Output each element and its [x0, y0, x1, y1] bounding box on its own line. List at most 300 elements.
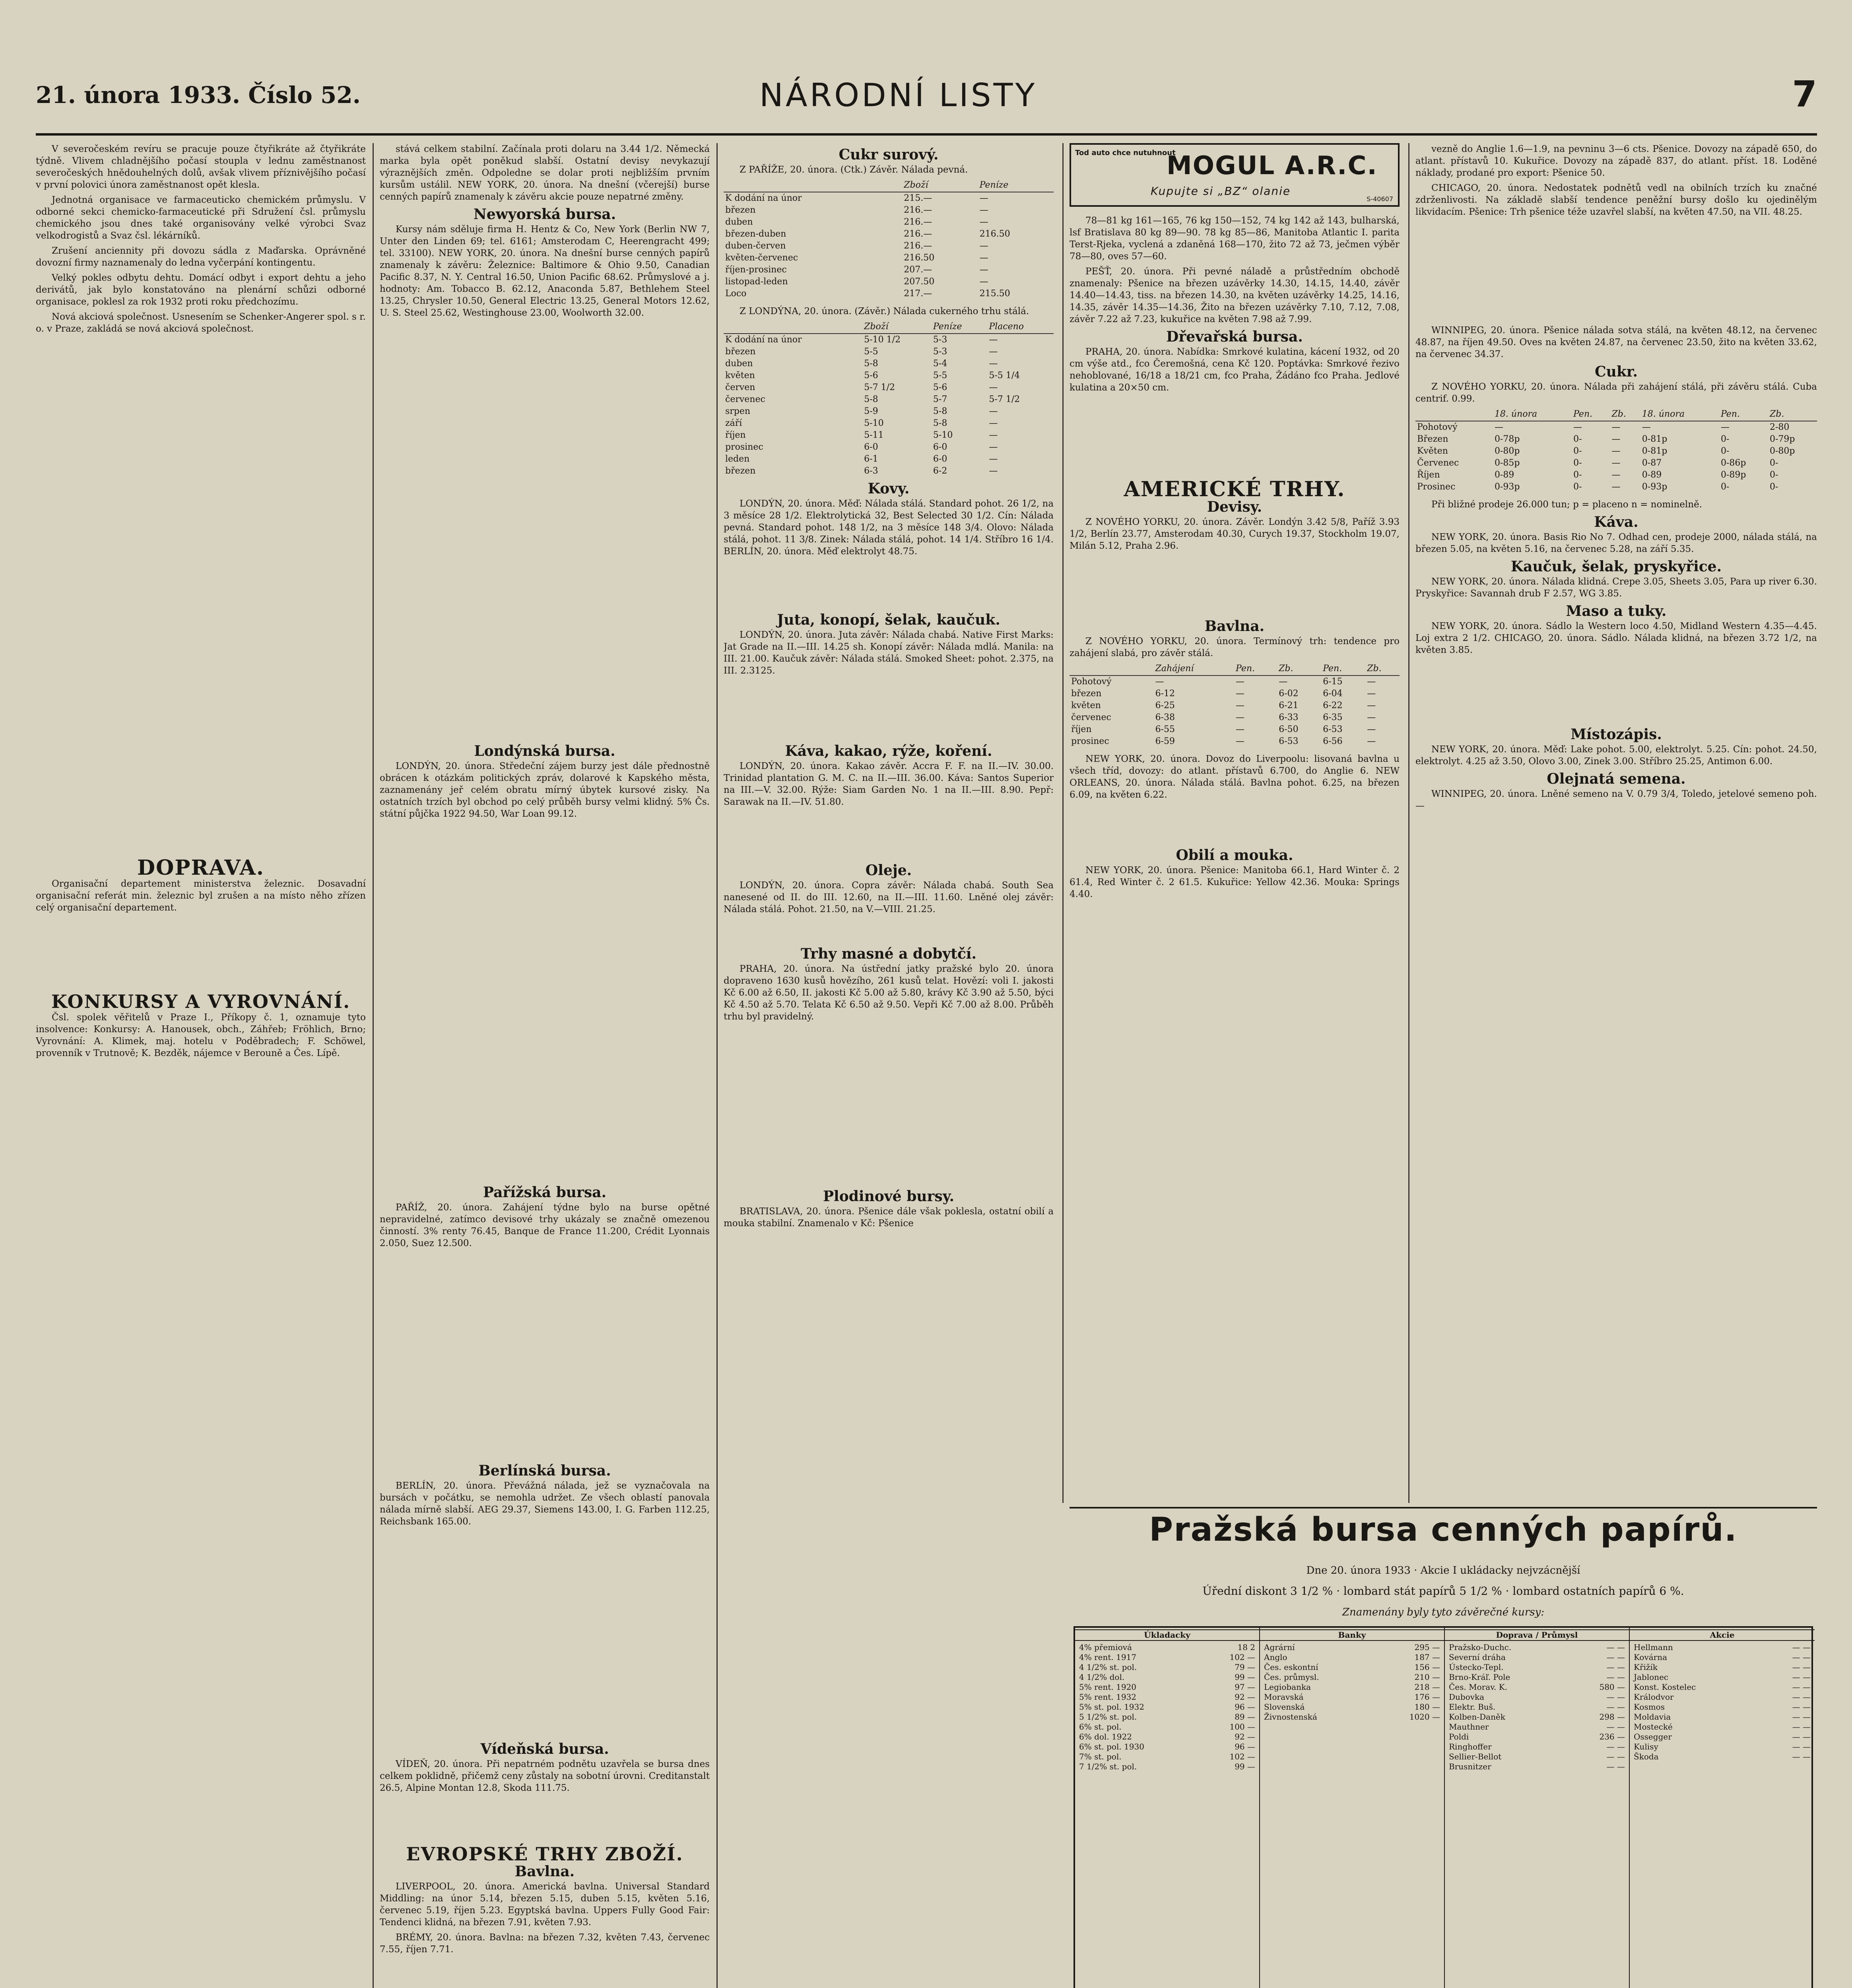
column-text-filler: [36, 338, 366, 855]
stock-row: [1630, 1722, 1815, 1732]
table-cell: 0-: [1573, 482, 1582, 492]
table-header-cell: Pen.: [1321, 662, 1365, 676]
table-cell: 6-38: [1155, 712, 1175, 722]
stock-row: [1445, 1672, 1629, 1682]
table-cell: 6-33: [1279, 712, 1299, 722]
stock-value: 295 —: [1414, 1642, 1440, 1652]
article-paragraph: LIVERPOOL, 20. února. Americká bavlna. Universal Standard Middling: na únor 5.14, březen 5.15, duben 5.15, květen 5.16, červenec 5.19, říjen 5.23. Egyptská bavlna. Uppers Fully Good Fair: Tendenci klidná, na březen 7.91, květen 7.93.: [380, 1881, 710, 1928]
table-cell: 5-8: [864, 359, 878, 369]
table-cell: —: [989, 382, 998, 392]
table-cell: 207.50: [904, 277, 935, 287]
stock-value: — —: [1606, 1762, 1625, 1771]
stock-row: [1630, 1742, 1815, 1752]
table-cell: 0-89: [1494, 470, 1514, 480]
stock-value: 1020 —: [1409, 1712, 1440, 1722]
column-divider: [1062, 143, 1064, 1503]
stock-row: [1630, 1752, 1815, 1762]
table-cell: 6-56: [1323, 736, 1343, 746]
stock-row: [1075, 1722, 1259, 1732]
stock-row: [1075, 1732, 1259, 1742]
stock-value: 580 —: [1599, 1682, 1625, 1692]
stock-column: [1260, 1628, 1445, 1988]
stock-name: Ústecko-Tepl.: [1449, 1662, 1504, 1672]
section-heading-juta: Juta, konopí, šelak, kaučuk.: [777, 612, 1000, 628]
table-row: [1070, 724, 1400, 736]
table-row: [1070, 688, 1400, 700]
stock-row: [1260, 1662, 1444, 1672]
table-header-cell: Zboží: [902, 179, 978, 192]
table-cell: —: [1611, 470, 1621, 480]
table-cell: 6-02: [1279, 689, 1299, 699]
stock-name: 5 1/2% st. pol.: [1079, 1712, 1137, 1722]
table-cell: 0-86p: [1720, 458, 1746, 468]
table-cell: —: [1720, 422, 1730, 432]
table-row: [724, 358, 1054, 370]
column-divider: [373, 143, 374, 1988]
stock-column-heading: Doprava / Průmysl: [1445, 1629, 1629, 1641]
table-header-row: [724, 320, 1054, 334]
stock-value: 187 —: [1414, 1652, 1440, 1662]
table-cell: 216.—: [904, 217, 932, 227]
stock-column-heading: Banky: [1260, 1629, 1444, 1641]
table-cell: 0-: [1720, 446, 1730, 456]
article-paragraph: Z NOVÉHO YORKU, 20. února. Nálada při zahájení stálá, při závěru stálá. Cuba centrif. 0.99.: [1415, 382, 1817, 404]
table-cell: 0-: [1573, 458, 1582, 468]
column-4: [1070, 215, 1400, 1503]
table-cell: 0-: [1769, 458, 1778, 468]
table-cell: 5-8: [933, 418, 947, 428]
sugar-ny-table: [1415, 408, 1817, 493]
stock-value: 18 2: [1237, 1642, 1255, 1652]
stock-value: — —: [1606, 1672, 1625, 1682]
table-cell: 5-5 1/4: [989, 371, 1020, 381]
article-paragraph: CHICAGO, 20. února. Nedostatek podnětů vedl na obilních trzích ku značné zdrženlivosti. Na základě slabší tendence peněžní bursy došlo ku ojedinělým likvidacím. Pšenice: Trh pšenice téže uzavřel slabší, na květen 47.50, na VII. 48.25.: [1415, 183, 1817, 217]
table-cell: —: [1367, 677, 1376, 687]
table-cell: červenec: [1071, 712, 1111, 722]
table-cell: —: [1611, 434, 1621, 444]
section-heading-olejnata: Olejnatá semena.: [1547, 771, 1686, 787]
section-heading-doprava: DOPRAVA.: [137, 856, 265, 880]
table-cell: 6-3: [864, 466, 878, 476]
ad-tagline: Kupujte si „BZ“ olanie: [1151, 184, 1291, 198]
table-cell: březen: [1071, 689, 1102, 699]
stock-value: 298 —: [1599, 1712, 1625, 1722]
article-paragraph: Z LONDÝNA, 20. února. (Závěr.) Nálada cukerného trhu stálá.: [740, 306, 1029, 316]
table-cell: 5-11: [864, 430, 884, 440]
section-heading-plodinove: Plodinové bursy.: [823, 1188, 955, 1205]
table-cell: 0-85p: [1494, 458, 1520, 468]
stock-row: [1445, 1752, 1629, 1762]
table-cell: 5-6: [933, 382, 947, 392]
table-cell: 5-8: [864, 394, 878, 404]
stock-name: Čes. průmysl.: [1264, 1672, 1319, 1682]
stock-name: Moravská: [1264, 1692, 1304, 1702]
stock-name: Poldi: [1449, 1732, 1469, 1741]
table-cell: 5-8: [933, 406, 947, 416]
article-paragraph: Z NOVÉHO YORKU, 20. února. Závěr. Londýn 3.42 5/8, Paříž 3.93 1/2, Berlín 23.77, Amsterodam 40.30, Curych 19.37, Stockholm 19.07, Milán 5.12, Praha 2.96.: [1070, 517, 1400, 551]
table-cell: 207.—: [904, 265, 932, 275]
table-header-cell: Pen.: [1719, 408, 1768, 421]
table-header-row: [1070, 662, 1400, 676]
table-cell: 0-: [1573, 434, 1582, 444]
article-paragraph: Při bližné prodeje 26.000 tun; p = placeno n = nominelně.: [1431, 499, 1703, 510]
sub-heading-obili: Obilí a mouka.: [1176, 847, 1293, 864]
stock-value: 79 —: [1235, 1662, 1255, 1672]
table-row: [724, 346, 1054, 358]
table-cell: —: [1367, 712, 1376, 722]
article-paragraph: NEW YORK, 20. února. Dovoz do Liverpoolu: lisovaná bavlna u všech tříd, dovozy: do atlant. přístavů 6.700, do Anglie 6. NEW ORLEANS, 20. února. Nálada stálá. Bavlna pohot. 6.25, na březen 6.09, na květen 6.22.: [1070, 754, 1400, 800]
table-header-row: [1415, 408, 1817, 421]
stock-name: Konst. Kostelec: [1634, 1682, 1696, 1692]
stock-row: [1075, 1762, 1259, 1772]
table-cell: —: [1279, 677, 1288, 687]
stock-name: 4% přemiová: [1079, 1642, 1132, 1652]
section-heading-mistozapis: Místozápis.: [1571, 726, 1662, 743]
table-cell: 0-: [1769, 470, 1778, 480]
table-cell: 0-78p: [1494, 434, 1520, 444]
article-paragraph: WINNIPEG, 20. února. Pšenice nálada sotva stálá, na květen 48.12, na červenec 48.87, na říjen 49.50. Oves na květen 24.87, na červenec 23.50, žito na květen 33.62, na červenec 34.37.: [1415, 325, 1817, 359]
ad-brand: MOGUL A.R.C.: [1167, 151, 1378, 181]
table-header-cell: Placeno: [987, 320, 1054, 334]
section-heading-london: Londýnská bursa.: [474, 743, 615, 759]
stock-value: 176 —: [1414, 1692, 1440, 1702]
stock-name: Jablonec: [1634, 1672, 1669, 1682]
table-row: [724, 288, 1054, 300]
stock-name: 4 1/2% st. pol.: [1079, 1662, 1137, 1672]
table-cell: —: [1494, 422, 1503, 432]
stock-value: 97 —: [1235, 1682, 1255, 1692]
table-cell: —: [979, 253, 988, 263]
column-text-filler: [380, 1797, 710, 1841]
table-row: [724, 394, 1054, 406]
stock-value: — —: [1792, 1712, 1811, 1722]
column-3: [724, 143, 1054, 1988]
stock-name: Severní dráha: [1449, 1652, 1506, 1662]
table-cell: —: [989, 466, 998, 476]
stock-row: [1075, 1652, 1259, 1662]
table-cell: 0-80p: [1769, 446, 1795, 456]
table-row: [724, 228, 1054, 240]
section-heading-maso: Maso a tuky.: [1566, 603, 1667, 619]
stock-column: [1445, 1628, 1630, 1988]
table-cell: červenec: [725, 394, 765, 404]
table-cell: 6-0: [864, 442, 878, 452]
stock-name: Živnostenská: [1264, 1712, 1317, 1722]
table-cell: 0-89: [1642, 470, 1662, 480]
stock-value: 99 —: [1235, 1762, 1255, 1771]
column-text-filler: [380, 1531, 710, 1738]
table-cell: 5-7: [933, 394, 947, 404]
table-cell: Červenec: [1417, 458, 1459, 468]
table-cell: květen: [725, 371, 755, 381]
column-divider: [716, 143, 718, 1988]
column-text-filler: [724, 811, 1054, 859]
table-cell: září: [725, 418, 742, 428]
table-header-cell: Pen.: [1572, 408, 1610, 421]
stock-value: — —: [1606, 1702, 1625, 1712]
stock-row: [1445, 1652, 1629, 1662]
sub-heading-bavlna: Bavlna.: [514, 1863, 575, 1880]
table-cell: 6-53: [1323, 724, 1343, 734]
stock-row: [1075, 1702, 1259, 1712]
stock-name: 4 1/2% dol.: [1079, 1672, 1125, 1682]
table-cell: Loco: [725, 289, 747, 299]
table-row: [1415, 433, 1817, 445]
table-cell: Pohotový: [1071, 677, 1112, 687]
stock-value: 100 —: [1229, 1722, 1255, 1732]
table-cell: 0-89p: [1720, 470, 1746, 480]
section-heading-kava: Káva, kakao, rýže, koření.: [785, 743, 992, 759]
table-cell: —: [1236, 689, 1245, 699]
article-paragraph: LONDÝN, 20. února. Středeční zájem burzy jest dále přednostně obrácen k otázkám politických zpráv, dolarové k Kapského města, zaznamenány jeř celém obratu mírný úbytek kursové zisky. Na ostatních trzích byl obchod po celý průběh bursy velmi klidný. 5% Čs. státní půjčka 1922 94.50, War Loan 99.12.: [380, 761, 710, 819]
stock-name: Škoda: [1634, 1752, 1659, 1761]
article-paragraph: PRAHA, 20. února. Na ústřední jatky pražské bylo 20. února dopraveno 1630 kusů hovězího, 261 kusů telat. Hovězí: voli I. jakosti Kč 6.00 až 6.50, II. jakosti Kč 5.00 až 5.80, krávy Kč 3.90 až 5.50, býci Kč 4.50 až 5.70. Telata Kč 6.50 až 9.50. Vepři Kč 7.00 až 8.00. Průběh trhu byl pravidelný.: [724, 964, 1054, 1022]
table-cell: 5-6: [864, 371, 878, 381]
stock-value: — —: [1606, 1652, 1625, 1662]
stock-row: [1630, 1652, 1815, 1662]
table-cell: 0-81p: [1642, 446, 1668, 456]
issue-date: 21. února 1933. Číslo 52.: [36, 82, 361, 109]
stock-value: — —: [1792, 1682, 1811, 1692]
stock-value: 89 —: [1235, 1712, 1255, 1722]
article-paragraph: LONDÝN, 20. února. Kakao závěr. Accra F. F. na II.—IV. 30.00. Trinidad plantation G. M. C. na II.—III. 36.00. Káva: Santos Superior na III.—V. 32.00. Rýže: Siam Garden No. 1 na II.—III. 8.90. Pepř: Sarawak na II.—IV. 51.80.: [724, 761, 1054, 807]
sub-heading-devisy: Devisy.: [1207, 499, 1262, 515]
table-header-cell: Zboží: [862, 320, 932, 334]
stock-name: 6% st. pol.: [1079, 1722, 1122, 1732]
table-row: [1415, 457, 1817, 469]
table-header-cell: Pen.: [1234, 662, 1277, 676]
table-header-cell: 18. února: [1640, 408, 1719, 421]
section-heading-kovy: Kovy.: [868, 480, 910, 497]
table-cell: 6-15: [1323, 677, 1343, 687]
table-cell: K dodání na únor: [725, 193, 802, 203]
article-paragraph: LONDÝN, 20. února. Copra závěr: Nálada chabá. South Sea nanesené od II. do III. 12.60, na II.—III. 11.60. Lněné olej závěr: Nálada stálá. Pohot. 21.50, na V.—VIII. 21.25.: [724, 880, 1054, 914]
stock-value: — —: [1792, 1702, 1811, 1712]
table-cell: březen: [725, 205, 756, 215]
table-cell: 6-0: [933, 454, 947, 464]
section-heading-oleje: Oleje.: [865, 862, 912, 879]
article-paragraph: stává celkem stabilní. Začínala proti dolaru na 3.44 1/2. Německá marka byla opět poněkud slabší. Ostatní devisy nevykazují výraznějších změn. Odpoledne se dolar proti nejbližším prvním kursům ustálil. NEW YORK, 20. února. Na dnešní (včerejší) burse cenných papírů znamenaly k závěru akcie pouze nepatrné změny.: [380, 144, 710, 202]
ad-number: S-40607: [1367, 195, 1393, 203]
table-header-cell: Zb.: [1768, 408, 1817, 421]
table-cell: —: [1236, 712, 1245, 722]
stock-row: [1445, 1682, 1629, 1692]
table-row: [724, 382, 1054, 394]
column-2: [380, 143, 710, 1988]
section-heading-viden: Vídeňská bursa.: [480, 1741, 609, 1757]
column-text-filler: [1070, 397, 1400, 476]
stock-value: — —: [1792, 1672, 1811, 1682]
stock-column-heading: Akcie: [1630, 1629, 1815, 1641]
cotton-ny-table: [1070, 662, 1400, 747]
stock-name: 7 1/2% st. pol.: [1079, 1762, 1137, 1771]
table-cell: duben: [725, 359, 753, 369]
table-cell: —: [979, 193, 988, 203]
table-row: [724, 370, 1054, 382]
table-cell: 6-59: [1155, 736, 1175, 746]
stock-name: Ringhoffer: [1449, 1742, 1492, 1751]
stock-row: [1630, 1662, 1815, 1672]
stock-row: [1260, 1672, 1444, 1682]
table-row: [1070, 736, 1400, 747]
stock-row: [1260, 1652, 1444, 1662]
article-paragraph: BERLÍN, 20. února. Převážná nálada, jež se vyznačovala na bursách v počátku, se nemohla udržet. Ze všech oblastí panovala nálada mírně slabší. AEG 29.37, Siemens 143.00, I. G. Farben 112.25, Reichsbank 165.00.: [380, 1481, 710, 1527]
table-cell: 0-87: [1642, 458, 1662, 468]
article-paragraph: Organisační departement ministerstva železnic. Dosavadní organisační referát min. železnic byl zrušen a na místo něho zřízen celý organisační departement.: [36, 879, 366, 913]
article-paragraph: NEW YORK, 20. února. Měď: Lake pohot. 5.00, elektrolyt. 5.25. Cín: pohot. 24.50, elektrolyt. 4.25 až 3.50, Olovo 3.00, Zinek 3.00. Stříbro 25.25, Antimon 6.00.: [1415, 744, 1817, 767]
stock-column-heading: Úkladacky: [1075, 1629, 1259, 1641]
table-cell: —: [1611, 458, 1621, 468]
stock-name: Kosmos: [1634, 1702, 1665, 1712]
table-row: [1070, 712, 1400, 724]
stock-value: 92 —: [1235, 1732, 1255, 1741]
stock-name: Mostecké: [1634, 1722, 1673, 1732]
column-text-filler: [36, 917, 366, 988]
stock-name: Kovárna: [1634, 1652, 1668, 1662]
stock-row: [1260, 1642, 1444, 1652]
stock-value: — —: [1792, 1752, 1811, 1761]
stock-row: [1075, 1712, 1259, 1722]
stock-quotes-table: [1074, 1626, 1813, 1988]
table-cell: Květen: [1417, 446, 1448, 456]
table-cell: 6-55: [1155, 724, 1175, 734]
table-cell: 6-25: [1155, 701, 1175, 711]
column-5: [1415, 143, 1817, 1503]
table-cell: 217.—: [904, 289, 932, 299]
section-heading-trhy-masne: Trhy masné a dobytčí.: [801, 945, 976, 962]
column-text-filler: [380, 1252, 710, 1459]
table-cell: 5-7 1/2: [864, 382, 895, 392]
stock-name: Sellier-Bellot: [1449, 1752, 1502, 1761]
table-header-row: [724, 179, 1054, 192]
column-text-filler: [1415, 659, 1817, 723]
table-row: [724, 334, 1054, 346]
table-cell: 5-7 1/2: [989, 394, 1020, 404]
table-cell: srpen: [725, 406, 751, 416]
section-heading-cukr-surovy: Cukr surový.: [839, 146, 939, 163]
ad-small-text: Tod auto chce nutuhnout: [1075, 149, 1176, 157]
stock-row: [1260, 1702, 1444, 1712]
article-paragraph: 78—81 kg 161—165, 76 kg 150—152, 74 kg 142 až 143, bulharská, lsf Bratislava 80 kg 89—90. 78 kg 85—86, Manitoba Atlantic I. parita Terst-Rjeka, vyclená a zdaněná 168—170, žito 72 až 73, ječmen výběr 78—80, oves 57—60.: [1070, 215, 1400, 262]
stock-name: Moldavia: [1634, 1712, 1671, 1722]
column-divider: [1408, 143, 1409, 1503]
article-paragraph: BRÉMY, 20. února. Bavlna: na březen 7.32, květen 7.43, červenec 7.55, říjen 7.71.: [380, 1932, 710, 1955]
stock-value: — —: [1792, 1692, 1811, 1702]
stock-name: Čes. eskontní: [1264, 1662, 1318, 1672]
stock-exchange-subtitle: Dne 20. února 1933 · Akcie I ukládacky nejvzácnější: [1306, 1565, 1580, 1576]
table-header-cell: Peníze: [978, 179, 1054, 192]
column-text-filler: [380, 322, 710, 740]
stock-name: Králodvor: [1634, 1692, 1674, 1702]
stock-value: — —: [1792, 1722, 1811, 1732]
table-cell: Březen: [1417, 434, 1448, 444]
table-cell: —: [989, 347, 998, 357]
table-cell: 216.—: [904, 229, 932, 239]
table-cell: —: [1367, 736, 1376, 746]
article-paragraph: NEW YORK, 20. února. Pšenice: Manitoba 66.1, Hard Winter č. 2 61.4, Red Winter č. 2 61.5. Kukuřice: Yellow 42.36. Mouka: Springs 4.40.: [1070, 865, 1400, 899]
table-cell: 0-: [1573, 470, 1582, 480]
article-paragraph: vezně do Anglie 1.6—1.9, na pevninu 3—6 cts. Pšenice. Dovozy na západě 650, do atlant. přístavů 10. Kukuřice. Dovozy na západě 837, do atlant. příst. 18. Loděné náklady, prodané pro export: Pšenice 50.: [1415, 144, 1817, 178]
sugar-paris-table: [724, 179, 1054, 300]
table-cell: —: [979, 265, 988, 275]
stock-value: 92 —: [1235, 1692, 1255, 1702]
column-text-filler: [1070, 555, 1400, 615]
stock-row: [1075, 1682, 1259, 1692]
table-cell: —: [1236, 736, 1245, 746]
table-cell: Říjen: [1417, 470, 1440, 480]
stock-row: [1075, 1642, 1259, 1652]
table-cell: 6-53: [1279, 736, 1299, 746]
table-cell: listopad-leden: [725, 277, 788, 287]
stock-value: 96 —: [1235, 1742, 1255, 1751]
table-header-cell: [1415, 408, 1493, 421]
table-cell: —: [1573, 422, 1582, 432]
table-cell: 5-9: [864, 406, 878, 416]
stock-row: [1630, 1712, 1815, 1722]
table-cell: —: [989, 418, 998, 428]
stock-row: [1075, 1692, 1259, 1702]
stock-row: [1260, 1712, 1444, 1722]
table-cell: 2-80: [1769, 422, 1790, 432]
stock-name: 5% st. pol. 1932: [1079, 1702, 1144, 1712]
stock-name: Kulisy: [1634, 1742, 1658, 1751]
table-row: [724, 240, 1054, 252]
table-cell: —: [1642, 422, 1651, 432]
table-cell: —: [1236, 724, 1245, 734]
table-cell: březen-duben: [725, 229, 786, 239]
table-cell: 5-4: [933, 359, 947, 369]
article-paragraph: LONDÝN, 20. února. Juta závěr: Nálada chabá. Native First Marks: Jat Grade na II.—III. 14.25 sh. Konopí závěr: Nálada mdlá. Manila: na III. 21.00. Kaučuk závěr: Nálada stálá. Smoked Sheet: pohot. 2.375, na III. 2.3125.: [724, 630, 1054, 676]
table-cell: prosinec: [725, 442, 763, 452]
table-cell: —: [989, 335, 998, 345]
article-paragraph: Čsl. spolek věřitelů v Praze I., Příkopy č. 1, oznamuje tyto insolvence: Konkursy: A. Hanousek, obch., Záhřeb; Fröhlich, Brno; Vyrovnání: A. Klimek, maj. hotelu v Poděbradech; F. Schöwel, provenník v Trutnově; K. Bezděk, nájemce v Berouně a Čes. Lípě.: [36, 1012, 366, 1058]
stock-row: [1075, 1742, 1259, 1752]
stock-value: 102 —: [1229, 1752, 1255, 1761]
stock-row: [1075, 1672, 1259, 1682]
column-text-filler: [1415, 221, 1817, 324]
table-cell: —: [1611, 422, 1621, 432]
stock-name: Anglo: [1264, 1652, 1287, 1662]
section-rule: [1070, 1507, 1817, 1508]
table-cell: 0-93p: [1494, 482, 1520, 492]
table-row: [1415, 421, 1817, 433]
sub-heading-bavlna: Bavlna.: [1204, 618, 1265, 635]
table-cell: duben: [725, 217, 753, 227]
stock-name: Ossegger: [1634, 1732, 1672, 1741]
table-cell: 5-10: [864, 418, 884, 428]
stock-value: — —: [1606, 1662, 1625, 1672]
table-cell: květen: [1071, 701, 1101, 711]
stock-value: — —: [1792, 1652, 1811, 1662]
table-cell: 0-79p: [1769, 434, 1795, 444]
table-cell: prosinec: [1071, 736, 1109, 746]
table-cell: 0-: [1720, 434, 1730, 444]
table-cell: 5-3: [933, 335, 947, 345]
table-header-cell: [724, 320, 862, 334]
section-heading-evropske-trhy: EVROPSKÉ TRHY ZBOŽÍ.: [406, 1843, 683, 1865]
table-cell: 6-1: [864, 454, 878, 464]
column-text-filler: [1070, 804, 1400, 844]
sugar-london-table: [724, 320, 1054, 477]
article-paragraph: Jednotná organisace ve farmaceuticko chemickém průmyslu. V odborné sekci chemicko-farmaceutické při Sdružení čsl. průmyslu chemického jsou dnes také organisovány velké výrobci Svaz velkodrogistů a Svaz čsl. lékárníků.: [36, 195, 366, 241]
article-paragraph: NEW YORK, 20. února. Sádlo la Western loco 4.50, Midland Western 4.35—4.45. Loj extra 2 1/2. CHICAGO, 20. února. Sádlo. Nálada klidná, na březen 3.72 1/2, na květen 3.85.: [1415, 621, 1817, 655]
article-paragraph: PEŠŤ, 20. února. Při pevné náladě a průstředním obchodě znamenaly: Pšenice na březen uzávěrky 14.30, 14.15, 14.40, závěr 14.40—14.43, tiss. na březen 14.30, na květen uzávěrky 14.25, 14.16, 14.35, závěr 14.35—14.36, Žito na březen uzávěrky 7.10, 7.12, 7.08, závěr 7.22 až 7.23, kukuřice na květen 7.98 až 7.99.: [1070, 266, 1400, 324]
stock-row: [1630, 1732, 1815, 1742]
section-heading-drevarska: Dřevařská bursa.: [1166, 328, 1303, 345]
table-row: [1415, 469, 1817, 481]
column-text-filler: [724, 561, 1054, 608]
table-cell: říjen: [1071, 724, 1092, 734]
